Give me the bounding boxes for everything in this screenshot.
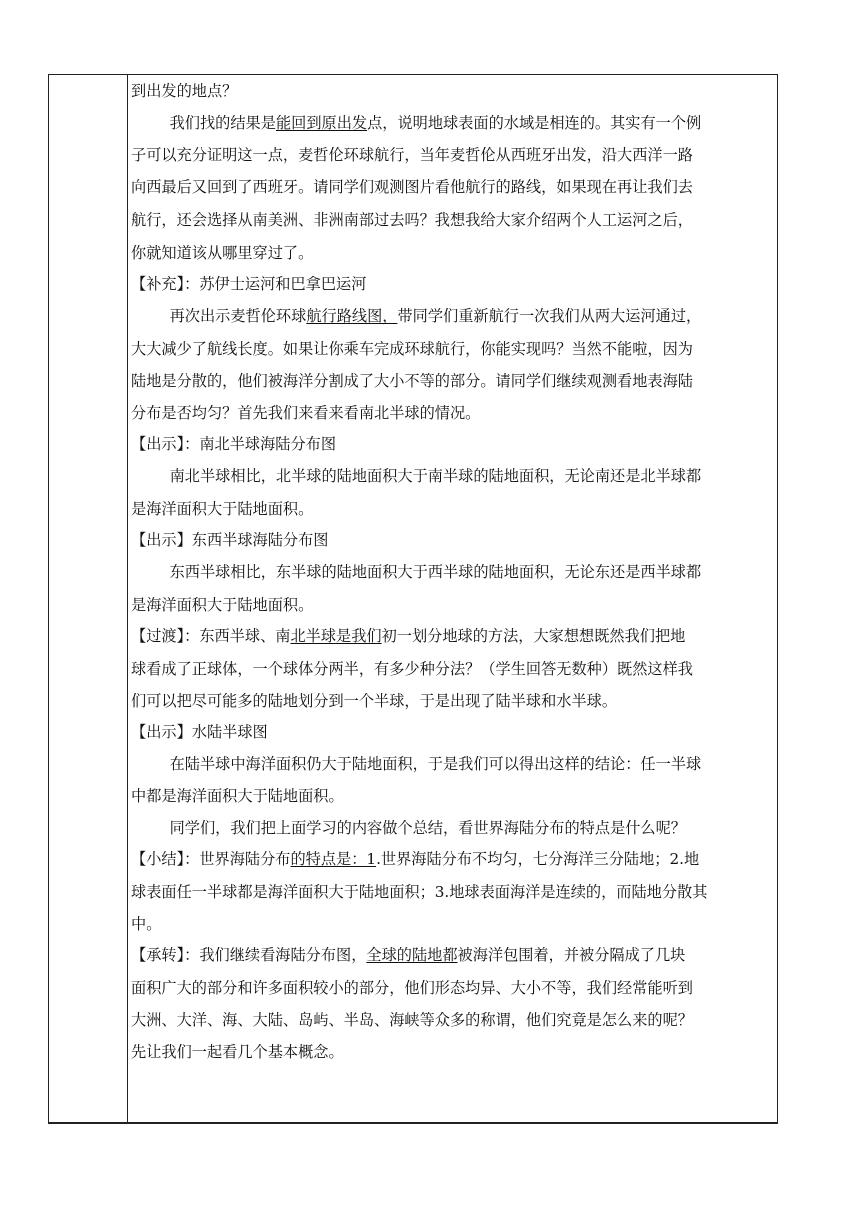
text-segment: 同学们，我们把上面学习的内容做个总结，看世界海陆分布的特点是什么呢？ xyxy=(131,819,686,837)
text-line xyxy=(131,466,701,486)
text-line xyxy=(131,177,693,197)
underlined-text: 全球的陆地都 xyxy=(366,946,458,964)
text-segment: 在陆半球中海洋面积仍大于陆地面积，于是我们可以得出这样的结论：任一半球 xyxy=(131,755,702,773)
text-segment: 【承转】：我们继续看海陆分布图， xyxy=(131,946,367,964)
text-line xyxy=(131,499,313,519)
text-segment: 中都是海洋面积大于陆地面积。 xyxy=(131,787,344,805)
text-line xyxy=(131,978,693,998)
text-segment: 是海洋面积大于陆地面积。 xyxy=(131,500,314,518)
text-line xyxy=(131,914,161,934)
text-segment: 【出示】东西半球海陆分布图 xyxy=(131,531,329,549)
text-segment: 南北半球相比，北半球的陆地面积大于南半球的陆地面积，无论南还是北半球都 xyxy=(131,467,702,485)
text-line xyxy=(131,306,701,326)
text-line xyxy=(131,274,366,294)
text-segment: 初一划分地球的方法，大家想想既然我们把地 xyxy=(381,627,686,645)
text-segment: 点，说明地球表面的水域是相连的。其实有一个例 xyxy=(367,114,702,132)
text-line xyxy=(131,754,701,774)
left-column-cell xyxy=(49,75,128,1122)
text-segment: 我们找的结果是 xyxy=(131,114,276,132)
underlined-text: 航行路线图， xyxy=(306,307,398,325)
text-segment: 先让我们一起看几个基本概念。 xyxy=(131,1043,344,1061)
underlined-text: 的特点是：1 xyxy=(290,850,377,868)
text-segment: 到出发的地点？ xyxy=(131,82,238,100)
text-line xyxy=(131,434,336,454)
text-segment: 向西最后又回到了西班牙。请同学们观测图片看他航行的路线，如果现在再让我们去 xyxy=(131,178,693,196)
text-line xyxy=(131,786,344,806)
text-segment: 【出示】水陆半球图 xyxy=(131,723,268,741)
text-line xyxy=(131,243,313,263)
text-line xyxy=(131,339,693,359)
text-segment: 东西半球相比，东半球的陆地面积大于西半球的陆地面积，无论东还是西半球都 xyxy=(131,563,702,581)
text-segment: 航行，还会选择从南美洲、非洲南部过去吗？我想我给大家介绍两个人工运河之后， xyxy=(131,211,693,229)
text-line xyxy=(131,595,313,615)
text-segment: 带同学们重新航行一次我们从两大运河通过， xyxy=(397,307,702,325)
text-line xyxy=(131,562,701,582)
underlined-text: 北半球是我们 xyxy=(290,627,382,645)
text-line xyxy=(131,849,699,869)
text-line xyxy=(131,113,701,133)
text-segment: 陆地是分散的，他们被海洋分割成了大小不等的部分。请同学们继续观测看地表海陆 xyxy=(131,372,693,390)
text-segment: 子可以充分证明这一点，麦哲伦环球航行，当年麦哲伦从西班牙出发，沿大西洋一路 xyxy=(131,146,693,164)
text-segment: 【过渡】：东西半球、南 xyxy=(131,627,291,645)
text-segment: 你就知道该从哪里穿过了。 xyxy=(131,244,314,262)
text-segment: .世界海陆分布不均匀，七分海洋三分陆地；2.地 xyxy=(376,850,700,868)
text-segment: 【补充】：苏伊士运河和巴拿巴运河 xyxy=(131,275,367,293)
text-segment: 们可以把尽可能多的陆地划分到一个半球，于是出现了陆半球和水半球。 xyxy=(131,692,617,710)
text-line xyxy=(131,882,707,902)
text-segment: 【小结】：世界海陆分布 xyxy=(131,850,291,868)
text-segment: 球看成了正球体，一个球体分两半，有多少种分法？（学生回答无数种）既然这样我 xyxy=(131,660,693,678)
text-line xyxy=(131,210,693,230)
text-segment: 面积广大的部分和许多面积较小的部分，他们形态均异、大小不等，我们经常能听到 xyxy=(131,979,693,997)
text-line xyxy=(131,722,268,742)
text-segment: 大洲、大洋、海、大陆、岛屿、半岛、海峡等众多的称谓，他们究竟是怎么来的呢？ xyxy=(131,1011,693,1029)
text-line xyxy=(131,403,480,423)
text-line xyxy=(131,530,328,550)
text-line xyxy=(131,945,685,965)
text-segment: 中。 xyxy=(131,915,162,933)
text-line xyxy=(131,659,693,679)
text-line xyxy=(131,81,237,101)
text-line xyxy=(131,691,617,711)
lesson-table xyxy=(48,74,778,1124)
text-line xyxy=(131,145,693,165)
text-segment: 被海洋包围着，并被分隔成了几块 xyxy=(457,946,686,964)
underlined-text: 能回到原出发 xyxy=(275,114,368,132)
text-segment: 再次出示麦哲伦环球 xyxy=(131,307,307,325)
text-segment: 【出示】：南北半球海陆分布图 xyxy=(131,435,337,453)
text-segment: 是海洋面积大于陆地面积。 xyxy=(131,596,314,614)
text-segment: 大大减少了航线长度。如果让你乘车完成环球航行，你能实现吗？当然不能啦，因为 xyxy=(131,340,693,358)
text-segment: 分布是否均匀？首先我们来看来看南北半球的情况。 xyxy=(131,404,481,422)
text-line xyxy=(131,626,685,646)
text-line xyxy=(131,1042,344,1062)
text-line xyxy=(131,818,686,838)
text-segment: 球表面任一半球都是海洋面积大于陆地面积；3.地球表面海洋是连续的，而陆地分散其 xyxy=(131,883,708,901)
text-line xyxy=(131,1010,693,1030)
text-line xyxy=(131,371,693,391)
